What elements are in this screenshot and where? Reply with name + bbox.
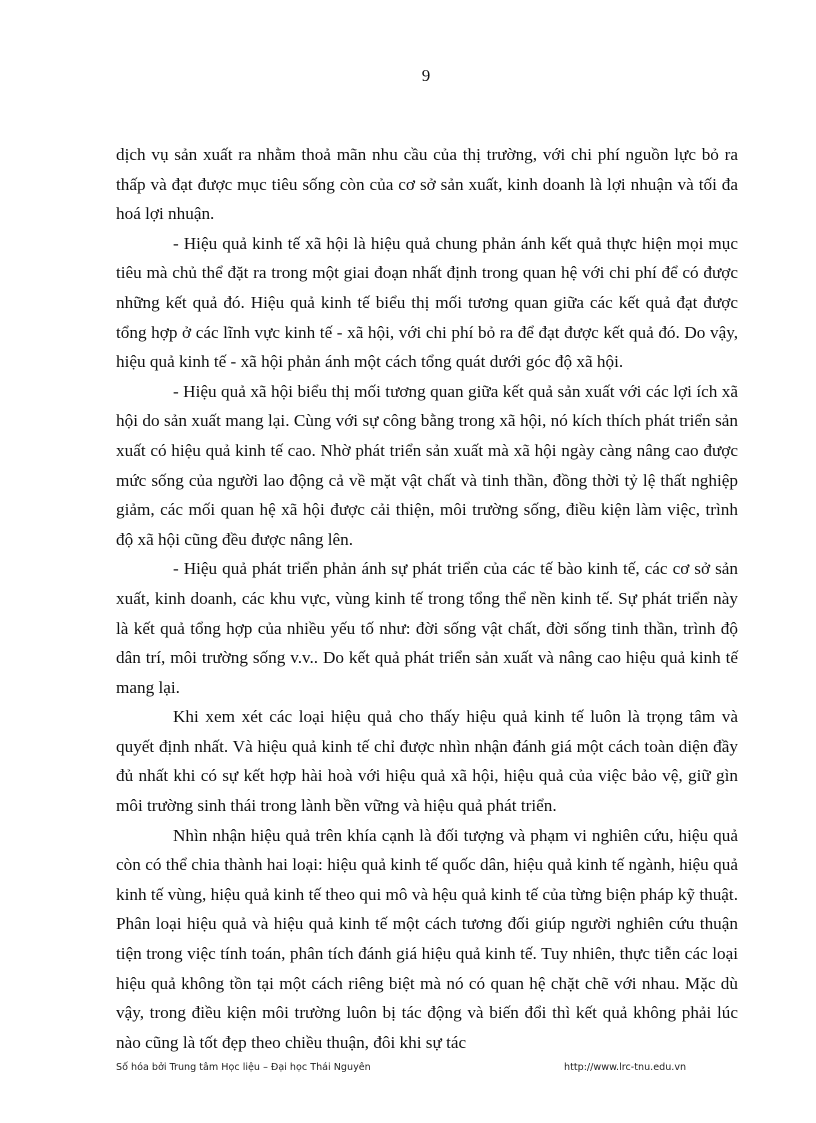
footer-source: Số hóa bởi Trung tâm Học liệu – Đại học Thái Nguyên	[116, 1062, 371, 1073]
paragraph-socioeconomic-efficiency: - Hiệu quả kinh tế xã hội là hiệu quả chung phản ánh kết quả thực hiện mọi mục tiêu mà chủ thể đặt ra trong một giai đoạn nhất định trong quan hệ với chi phí để có được những kết quả đó. Hiệu quả kinh tế biểu thị mối tương quan giữa các kết quả đạt được tổng hợp ở các lĩnh vực kinh tế - xã hội, với chi phí bỏ ra để đạt được kết quả đó. Do vậy, hiệu quả kinh tế - xã hội phản ánh một cách tổng quát dưới góc độ xã hội.	[116, 233, 738, 372]
paragraph-development-efficiency: - Hiệu quả phát triển phản ánh sự phát triển của các tế bào kinh tế, các cơ sở sản xuất, kinh doanh, các khu vực, vùng kinh tế trong tổng thể nền kinh tế. Sự phát triển này là kết quả tổng hợp của nhiều yếu tố như: đời sống vật chất, đời sống tinh thần, trình độ dân trí, môi trường sống v.v.. Do kết quả phát triển sản xuất và nâng cao hiệu quả kinh tế mang lại.	[116, 559, 738, 697]
body-text	[116, 140, 738, 1057]
footer-url: http://www.lrc-tnu.edu.vn	[564, 1062, 687, 1073]
paragraph-research-scope: Nhìn nhận hiệu quả trên khía cạnh là đối tượng và phạm vi nghiên cứu, hiệu quả còn có thể chia thành hai loại: hiệu quả kinh tế quốc dân, hiệu quả kinh tế ngành, hiệu quả kinh tế vùng, hiệu quả kinh tế theo qui mô và hệu quả kinh tế của từng biện pháp kỹ thuật. Phân loại hiệu quả và hiệu quả kinh tế một cách tương đối giúp người nghiên cứu thuận tiện trong việc tính toán, phân tích đánh giá hiệu quả kinh tế. Tuy nhiên, thực tiễn các loại hiệu quả không tồn tại một cách riêng biệt mà nó có quan hệ chặt chẽ với nhau. Mặc dù vậy, trong điều kiện môi trường luôn bị tác động và biến đổi thì kết quả không phải lúc nào cũng là tốt đẹp theo chiều thuận, đôi khi sự tác	[116, 825, 738, 1052]
paragraph-efficiency-types: Khi xem xét các loại hiệu quả cho thấy hiệu quả kinh tế luôn là trọng tâm và quyết định nhất. Và hiệu quả kinh tế chỉ được nhìn nhận đánh giá một cách toàn diện đầy đủ nhất khi có sự kết hợp hài hoà với hiệu quả xã hội, hiệu quả của việc bảo vệ, giữ gìn môi trường sinh thái trong lành bền vững và hiệu quả phát triển.	[116, 707, 738, 816]
page-number: 9	[421, 66, 431, 85]
paragraph-social-efficiency: - Hiệu quả xã hội biểu thị mối tương quan giữa kết quả sản xuất với các lợi ích xã hội do sản xuất mang lại. Cùng với sự công bằng trong xã hội, nó kích thích phát triển sản xuất có hiệu quả kinh tế cao. Nhờ phát triển sản xuất mà xã hội ngày càng nâng cao được mức sống của người lao động cả về mặt vật chất và tinh thần, đồng thời tỷ lệ thất nghiệp giảm, các mối quan hệ xã hội được cải thiện, môi trường sống, điều kiện làm việc, trình độ xã hội cũng đều được nâng lên.	[116, 381, 738, 549]
paragraph-continuation: dịch vụ sản xuất ra nhằm thoả mãn nhu cầu của thị trường, với chi phí nguồn lực bỏ ra thấp và đạt được mục tiêu sống còn của cơ sở sản xuất, kinh doanh là lợi nhuận và tối đa hoá lợi nhuận.	[116, 145, 738, 224]
